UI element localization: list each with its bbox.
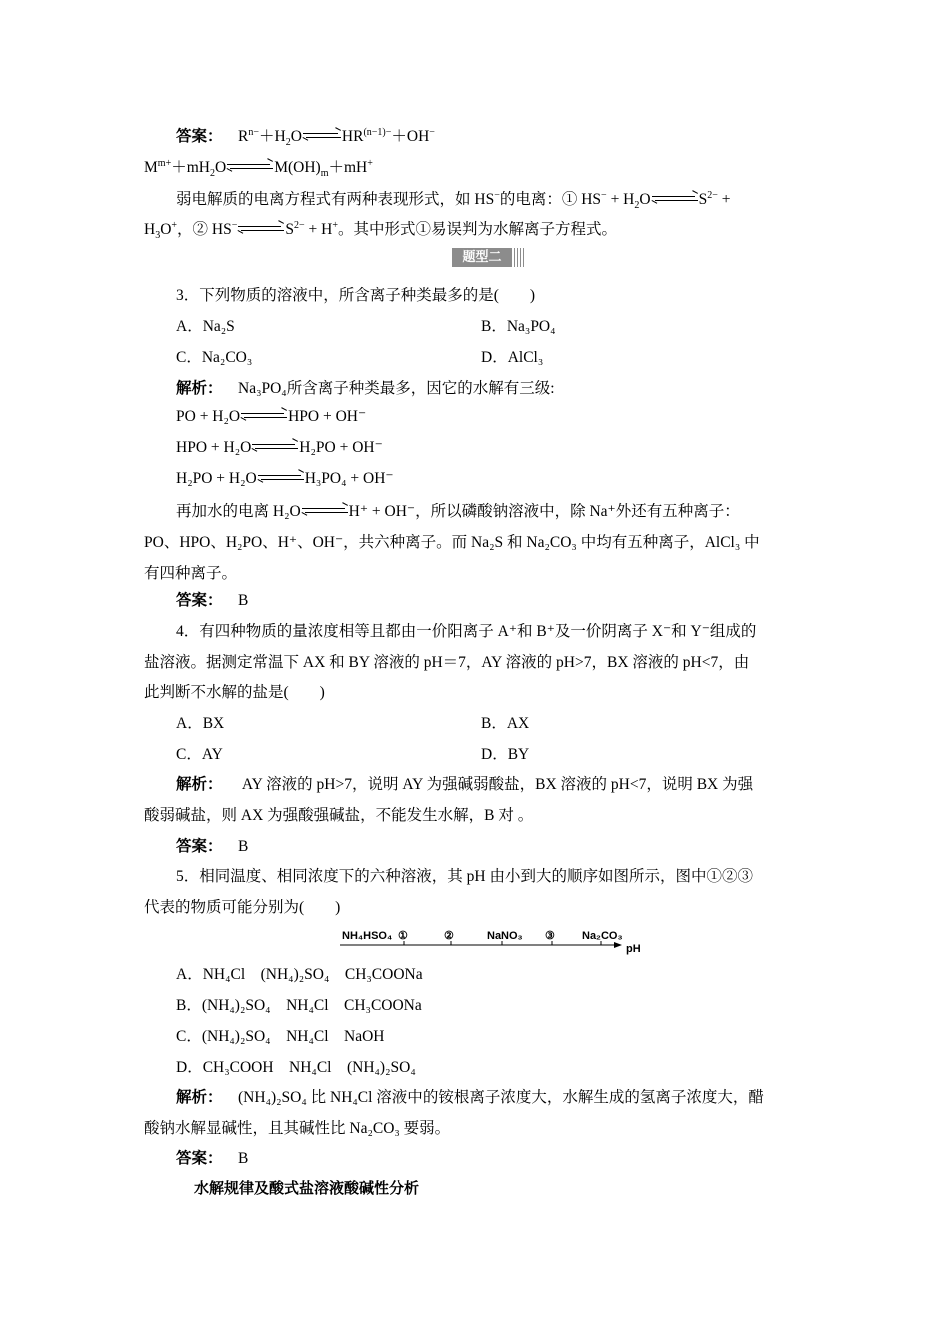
eq-text: M xyxy=(144,159,158,176)
q3-eq-1 xyxy=(176,407,366,426)
eq-text: H₂PO + H₂O xyxy=(176,470,257,487)
q5-analysis-2: 酸钠水解显碱性，且其碱性比 Na₂CO₃ 要弱。 xyxy=(144,1120,451,1137)
diagram-label-circle-2: ② xyxy=(444,930,454,942)
q3-answer xyxy=(176,588,248,610)
answer-value: B xyxy=(238,1150,249,1167)
equilibrium-arrow xyxy=(238,224,284,234)
q5-analysis-1 xyxy=(176,1085,764,1107)
eq-text: O xyxy=(214,159,227,176)
note-text: 。其中形式①易误判为水解离子方程式。 xyxy=(337,221,617,238)
para-text: H⁺ + OH⁻，所以磷酸钠溶液中，除 Na⁺外还有五种离子： xyxy=(348,503,740,520)
q3-para-2: PO、HPO、H₂PO、H⁺、OH⁻，共六种离子。而 Na₂S 和 Na₂CO₃ 中均有五种离子，AlCl₃ 中 xyxy=(144,534,760,551)
q3-option-c: C．Na₂CO₃ xyxy=(176,349,253,366)
note-text: S xyxy=(698,191,708,208)
q3-option-a: A．Na₂S xyxy=(176,318,235,335)
eq-text: HR xyxy=(341,128,364,145)
equilibrium-arrow xyxy=(302,506,348,516)
eq-text: H₂PO + OH⁻ xyxy=(299,439,383,456)
para-text: 再加水的电离 H₂O xyxy=(176,503,301,520)
answer-label: 答案： xyxy=(176,592,223,609)
note-text: + H xyxy=(304,221,333,238)
note-text: O xyxy=(160,221,172,238)
q3-eq-3 xyxy=(176,469,394,488)
diagram-axis-label: pH xyxy=(626,943,641,955)
eq-text: ＋mH xyxy=(171,159,210,176)
q3-option-d: D．AlCl₃ xyxy=(481,349,544,366)
eq-text: M(OH) xyxy=(274,159,321,176)
prev-answer-eq2: $M^{m+}+mH_2O$ $M(OH)_m+mH^+$ xyxy=(144,157,373,180)
analysis-label: 解析： xyxy=(176,380,223,397)
ph-order-diagram xyxy=(336,924,656,958)
banner-decoration xyxy=(514,248,524,267)
diagram-arrowhead xyxy=(614,942,622,948)
q5-option-c: C．(NH₄)₂SO₄ NH₄Cl NaOH xyxy=(176,1028,385,1045)
diagram-label-circle-1: ① xyxy=(398,930,408,942)
q4-analysis-2: 酸弱碱盐，则 AX 为强酸强碱盐，不能发生水解，B 对 。 xyxy=(144,807,534,824)
note-text: + xyxy=(717,191,731,208)
eq-text: PO + H₂O xyxy=(176,408,241,425)
q3-analysis xyxy=(176,376,555,398)
q4-stem-3: 此判断不水解的盐是( ) xyxy=(144,684,325,701)
analysis-text: AY 溶液的 pH>7，说明 AY 为强碱弱酸盐，BX 溶液的 pH<7，说明 BX 为强 xyxy=(238,776,754,793)
q5-option-d: D．CH₃COOH NH₄Cl (NH₄)₂SO₄ xyxy=(176,1059,416,1076)
eq-text: HPO + OH⁻ xyxy=(288,408,367,425)
equilibrium-arrow xyxy=(303,131,341,141)
diagram-label-circle-3: ③ xyxy=(545,930,555,942)
note-text: + H xyxy=(606,191,635,208)
q3-option-b: B．Na₃PO₄ xyxy=(481,318,556,335)
answer-label: 答案： xyxy=(176,838,223,855)
eq-sup: − xyxy=(429,126,435,138)
eq-sup: m+ xyxy=(157,157,172,169)
q4-stem-1: 4．有四种物质的量浓度相等且都由一价阳离子 A⁺和 B⁺及一价阴离子 X⁻和 Y⁻组成的 xyxy=(176,623,757,640)
section-banner: 题型二 xyxy=(452,248,512,267)
q5-stem-2: 代表的物质可能分别为( ) xyxy=(144,899,341,916)
answer-value: B xyxy=(238,592,249,609)
q5-answer xyxy=(176,1146,248,1168)
q4-analysis-1 xyxy=(176,772,753,794)
q4-option-a: A．BX xyxy=(176,715,225,732)
answer-label: 答案： xyxy=(176,128,223,145)
eq-text: R xyxy=(238,128,249,145)
q4-option-b: B．AX xyxy=(481,715,530,732)
eq-text: H₃PO₄ + OH⁻ xyxy=(304,470,394,487)
analysis-text: Na₃PO₄所含离子种类最多，因它的水解有三级: xyxy=(238,380,555,397)
equilibrium-arrow xyxy=(241,411,287,421)
analysis-label: 解析： xyxy=(176,1089,223,1106)
analysis-text: (NH₄)₂SO₄ 比 NH₄Cl 溶液中的铵根离子浓度大，水解生成的氢离子浓度大，醋 xyxy=(238,1089,764,1106)
q3-eq-2 xyxy=(176,438,383,457)
diagram-label-na2co3: Na₂CO₃ xyxy=(582,930,623,942)
diagram-label-nh4hso4: NH₄HSO₄ xyxy=(342,930,393,942)
q4-answer xyxy=(176,834,248,856)
note-text: O xyxy=(639,191,651,208)
prev-answer-eq1: 答案： $R^{n-}+H_2O$ $HR^{(n-1)-}+OH^-$ xyxy=(176,126,435,149)
section-heading: 水解规律及酸式盐溶液酸碱性分析 xyxy=(194,1179,420,1197)
q4-stem-2: 盐溶液。据测定常温下 AX 和 BY 溶液的 pH＝7，AY 溶液的 pH>7，BX 溶液的 pH<7，由 xyxy=(144,654,750,671)
eq-sup: + xyxy=(367,157,373,169)
eq-sub: m xyxy=(320,168,329,180)
analysis-label: 解析： xyxy=(176,776,223,793)
q5-option-a: A．NH₄Cl (NH₄)₂SO₄ CH₃COONa xyxy=(176,966,423,983)
note-text: 的电离：① HS xyxy=(499,191,602,208)
eq-sup: (n−1)− xyxy=(363,126,392,138)
q4-option-d: D．BY xyxy=(481,746,530,763)
equilibrium-arrow xyxy=(652,194,698,204)
eq-text: O xyxy=(290,128,302,145)
q3-para-1 xyxy=(176,499,740,521)
note-line-2: $H_3O^+$，② HS− $S^{2-} + H^+$。其中形式①易误判为水解离子方程式。 xyxy=(144,219,617,242)
q3-para-3: 有四种离子。 xyxy=(144,565,238,582)
equilibrium-arrow xyxy=(258,473,304,483)
equilibrium-arrow xyxy=(252,442,298,452)
note-text: H xyxy=(144,221,156,238)
diagram-label-nano3: NaNO₃ xyxy=(487,930,523,942)
note-line-1: 弱电解质的电离方程式有两种表现形式，如 HS−的电离：① $HS^- + H_2O$ $S^{2-}$ + xyxy=(176,189,731,212)
answer-value: B xyxy=(238,838,249,855)
equilibrium-arrow xyxy=(227,162,273,172)
eq-text: ＋H xyxy=(259,128,286,145)
eq-sup: n− xyxy=(248,126,259,138)
q5-stem-1: 5．相同温度、相同浓度下的六种溶液，其 pH 由小到大的顺序如图所示，图中①②③ xyxy=(176,868,753,885)
note-text: ，② HS xyxy=(177,221,232,238)
eq-text: ＋OH xyxy=(391,128,430,145)
q4-option-c: C．AY xyxy=(176,746,223,763)
answer-label: 答案： xyxy=(176,1150,223,1167)
q5-option-b: B．(NH₄)₂SO₄ NH₄Cl CH₃COONa xyxy=(176,997,422,1014)
eq-text: ＋mH xyxy=(328,159,368,176)
q3-stem: 3．下列物质的溶液中，所含离子种类最多的是( ) xyxy=(176,287,536,304)
note-text: S xyxy=(285,221,295,238)
eq-text: HPO + H₂O xyxy=(176,439,252,456)
note-text: 弱电解质的电离方程式有两种表现形式，如 HS xyxy=(176,191,495,208)
